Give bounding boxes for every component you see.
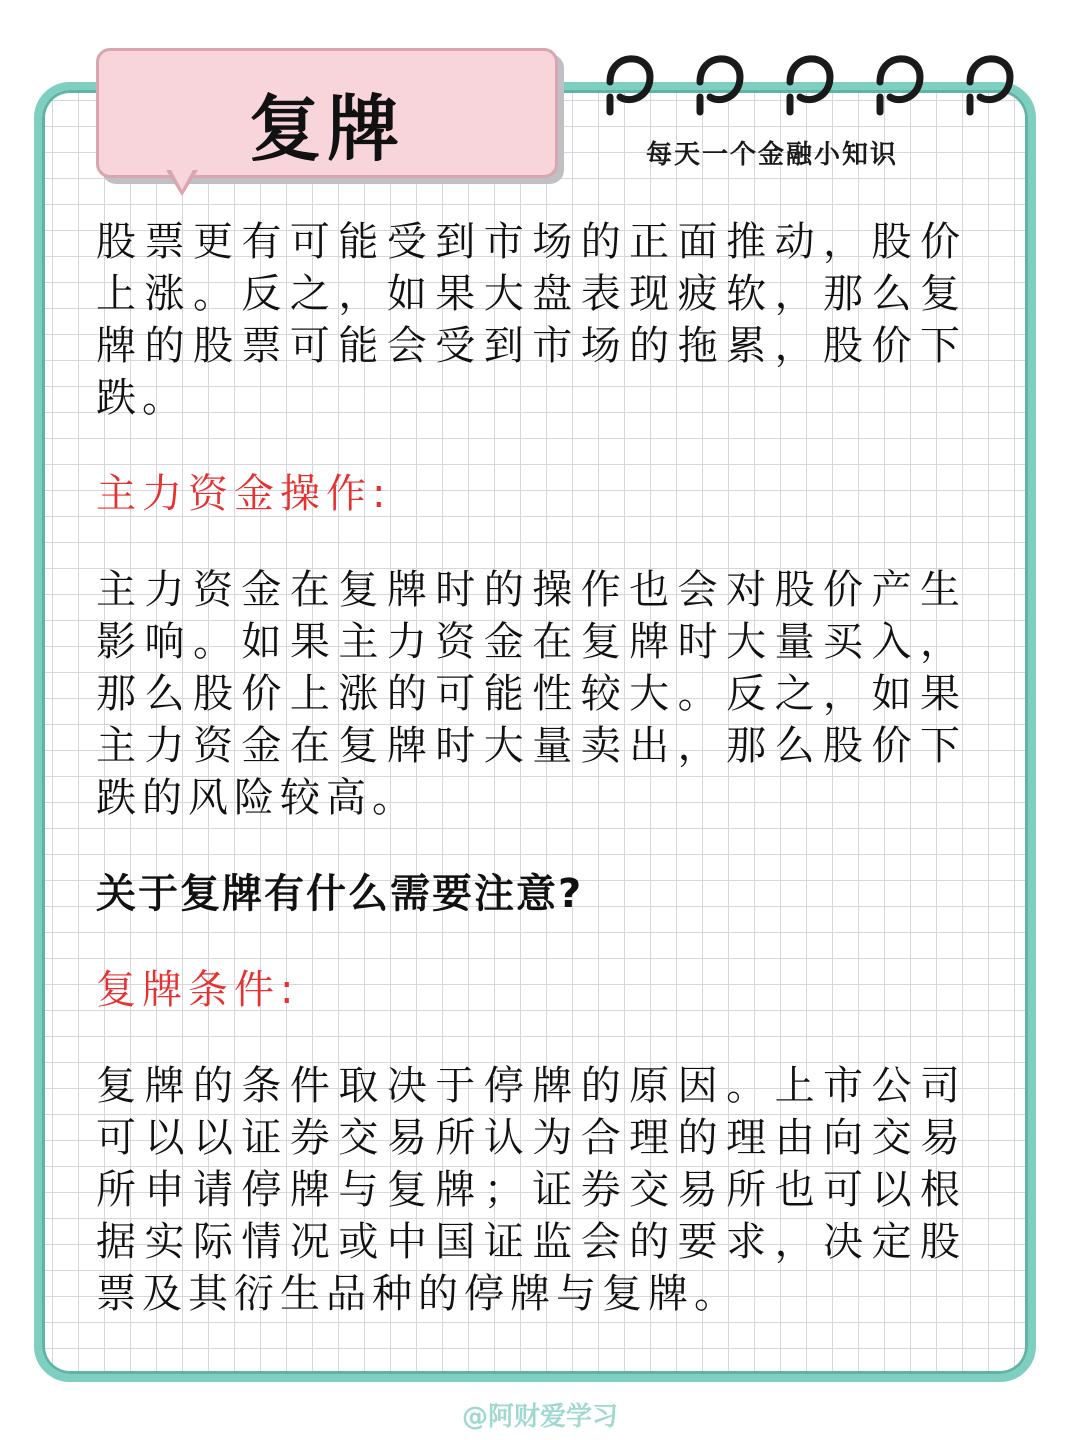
- spiral-ring-icon: [880, 59, 920, 112]
- title-tag: [96, 48, 558, 178]
- article-content: [96, 216, 966, 1320]
- title-tag-tail-inner: [170, 168, 194, 190]
- heading-resumption-conditions: 复牌条件:: [96, 967, 300, 1013]
- paragraph-main-funds: 主力资金在复牌时的操作也会对股价产生影响。如果主力资金在复牌时大量买入，那么股价上涨的可能性较大。反之，如果主力资金在复牌时大量卖出，那么股价下跌的风险较高。: [96, 567, 966, 821]
- spiral-ring-icon: [790, 59, 830, 112]
- subtitle: 每天一个金融小知识: [646, 140, 899, 170]
- heading-main-funds: 主力资金操作:: [96, 471, 392, 517]
- spiral-rings: [590, 42, 1030, 122]
- spiral-ring-icon: [970, 59, 1010, 112]
- page-title: 复牌: [248, 87, 405, 171]
- paragraph-market-impact: 股票更有可能受到市场的正面推动，股价上涨。反之，如果大盘表现疲软，那么复牌的股票可能会受到市场的拖累，股价下跌。: [96, 219, 966, 421]
- watermark: @阿财爱学习: [461, 1402, 618, 1432]
- paragraph-resumption-conditions: 复牌的条件取决于停牌的原因。上市公司可以以证券交易所认为合理的理由向交易所申请停牌与复牌；证券交易所也可以根据实际情况或中国证监会的要求，决定股票及其衍生品种的停牌与复牌。: [96, 1063, 966, 1317]
- spiral-ring-icon: [700, 59, 740, 112]
- spiral-ring-icon: [610, 59, 650, 112]
- question-heading: 关于复牌有什么需要注意?: [96, 871, 584, 917]
